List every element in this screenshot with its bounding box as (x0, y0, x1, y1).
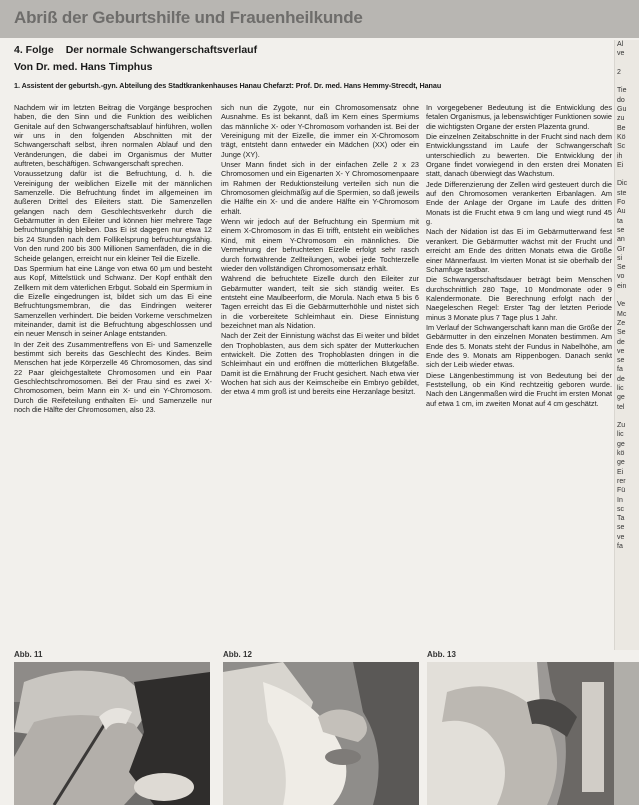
edge-text-fragment: an (617, 236, 625, 244)
paragraph: Die einzelnen Zeitabschnitte in der Frucht sind nach dem Entwicklungsstand im Laufe der Schwangerschaft unterschiedlich zu bewerten. Die Entwicklung der Organe findet vorwiegend in den ersten drei Monaten statt, danach überwiegt das Wachstum. (426, 132, 612, 179)
edge-text-fragment (615, 291, 639, 300)
series-number: 4. Folge (14, 44, 54, 56)
edge-text-fragment: ge (617, 394, 625, 402)
edge-text-fragment: ste (617, 189, 627, 197)
edge-text-fragment: kö (617, 450, 625, 458)
paragraph: Diese Längenbestimmung ist von Bedeutung bei der Feststellung, ob ein Kind rechtzeitig geboren wurde. Nach den Längenmaßen wird die Frucht im ersten Monat auf etwa 1 cm, im zweiten Monat auf 4 cm geschätzt. (426, 370, 612, 408)
edge-text-fragment: Au (617, 208, 626, 216)
author-line: Von Dr. med. Hans Timphus (14, 61, 153, 73)
edge-text-fragment: se (617, 524, 625, 532)
edge-text-fragment: ta (617, 217, 623, 225)
edge-text-fragment: zu (617, 115, 625, 123)
paragraph: Unser Mann findet sich in der einfachen Zelle 2 x 23 Chromosomen und ein Eigenarten X- Y Chromosomenpaare im Rahmen der Reduktionsteilung verteilen sich nun die Chromosomen gleichmäßig auf die Spermien, so daß jeweils die Hälfte ein X- und die andere Hälfte ein Y-Chromosom erhält. (221, 160, 419, 216)
figure-label-11: Abb. 11 (14, 650, 43, 659)
adjacent-page-edge (614, 40, 639, 650)
edge-text-fragment: tel (617, 403, 625, 411)
paragraph: Wenn wir jedoch auf der Befruchtung ein Spermium mit einem X-Chromosom in das Ei trifft, entsteht ein weibliches Kind, mit einem Y-Chromosom ein männliches. Die Vermehrung der befruchteten Eizelle erfolgt sehr rasch durch fortwährende Zellteilungen, wobei jede Tochterzelle wieder den vollständigen Chromosomensatz erhält. (221, 217, 419, 273)
edge-text-fragment: Dic (617, 180, 628, 188)
edge-text-fragment: Ei (617, 468, 624, 476)
paragraph: Voraussetzung dafür ist die Befruchtung, d. h. die Vereinigung der weiblichen Eizelle mit der männlichen Samenzelle. Die Befruchtung findet im allgemeinen im äußeren Drittel des Eileiters statt. Die Samenzellen gelangen nach dem Geschlechtsverkehr durch die Gebärmutter in den Eileiter und können hier mehrere Tage befruchtungsfähig bleiben. Das Ei ist dagegen nur etwa 12 bis 24 Stunden nach dem Follikelsprung befruchtungsfähig. Von den rund 200 bis 300 Millionen Samenfäden, die in die Scheide gelangen, erreicht nur ein kleiner Teil die Eizelle. (14, 169, 212, 263)
paragraph: In der Zeit des Zusammentreffens von Ei- und Samenzelle bestimmt sich bereits das Geschlecht des Kindes. Beim Menschen hat jede Körperzelle 46 Chromosomen, das sind 22 Paar gleichgestaltete Chromosomen und ein Paar Geschlechtschromosomen. Bei der Frau sind es zwei X-Chromosomen, beim Mann ein X- und ein Y-Chromosom. Durch die Reifeteilung enthalten Ei- und Samenzelle nur noch die Hälfte der Chromosomen, also 23. (14, 339, 212, 414)
text-column-3 (426, 103, 612, 649)
journal-banner (0, 0, 639, 38)
paragraph: Nach der Nidation ist das Ei im Gebärmutterwand fest verankert. Die Gebärmutter wächst mit der Frucht und erreicht am Ende des dritten Monats etwa die Größe einer Männerfaust. Im vierten Monat ist sie oberhalb der Schamfuge tastbar. (426, 227, 612, 274)
edge-text-fragment: Fo (617, 199, 626, 207)
edge-text-fragment: lic (617, 431, 624, 439)
edge-text-fragment (615, 412, 639, 421)
paragraph: Jede Differenzierung der Zellen wird gesteuert durch die auf den Chromosomen verankerten Erbanlagen. Am Ende der Anlage der Organe im Laufe des dritten Monats ist die Frucht etwa 9 cm lang und wiegt rund 45 g. (426, 179, 612, 227)
edge-text-fragment: do (617, 96, 625, 104)
edge-text-fragment: 2 (617, 68, 621, 76)
edge-text-fragment: ih (617, 152, 623, 160)
edge-text-fragment: ein (617, 282, 627, 290)
edge-text-fragment: Ze (617, 319, 626, 327)
figure-label-13: Abb. 13 (427, 650, 456, 659)
edge-text-fragment: Be (617, 124, 626, 132)
adjacent-page-photo (614, 662, 639, 805)
edge-text-fragment: Gr (617, 245, 625, 253)
edge-text-fragment: ge (617, 440, 625, 448)
paragraph: Während die befruchtete Eizelle durch den Eileiter zur Gebärmutter wandert, teilt sie sich ständig weiter. Es entsteht eine Maulbeerform, die Morula. Nach etwa 5 bis 6 Tagen erreicht das Ei die Gebärmutterhöhle und nistet sich in die vorbereitete Schleimhaut ein. Diese Einnistung bezeichnet man als Nidation. (221, 274, 419, 330)
text-column-2 (221, 103, 419, 649)
edge-text-fragment: Se (617, 329, 626, 337)
edge-text-fragment: ve (617, 50, 625, 58)
edge-text-fragment: Sc (617, 143, 626, 151)
article-header (14, 44, 626, 90)
edge-text-fragment: Gu (617, 106, 627, 114)
edge-text-fragment: Fü (617, 487, 626, 495)
edge-text-fragment: se (617, 357, 625, 365)
photo-13-image (427, 662, 614, 805)
edge-text-fragment: lic (617, 384, 624, 392)
edge-text-fragment: Al (617, 41, 624, 48)
edge-text-fragment: Zu (617, 422, 626, 430)
edge-text-fragment (615, 170, 639, 179)
figure-label-12: Abb. 12 (223, 650, 252, 659)
figure-photo-12 (223, 662, 419, 805)
affiliation-line: 1. Assistent der geburtsh.-gyn. Abteilung des Stadtkrankenhauses Hanau Chefarzt: Prof. Dr. med. Hans Hemmy-Strecdt, Hanau (14, 81, 442, 90)
article-topic: Der normale Schwangerschaftsverlauf (65, 44, 258, 56)
edge-text-fragment: rer (617, 477, 626, 485)
edge-text-fragment: fa (617, 366, 623, 374)
edge-text-fragment: sc (617, 505, 624, 513)
edge-text-fragment: Ta (617, 515, 625, 523)
paragraph: Im Verlauf der Schwangerschaft kann man die Größe der Gebärmutter in den einzelnen Monaten bestimmen. Am Ende des 5. Monats steht der Fundus in Nabelhöhe, am Ende des 9. Monats am Rippenbogen. Danach senkt sich der Leib wieder etwas. (426, 322, 612, 370)
edge-text-fragment: ve (617, 347, 625, 355)
text-column-1 (14, 103, 212, 649)
paragraph: Nachdem wir im letzten Beitrag die Vorgänge besprochen haben, die den Sinn und die Funktion des weiblichen Genitale auf den Schwangerschaftsablauf hinführen, wollen wir uns in den folgenden Abschnitten mit der Schwangerschaft selbst, ihren normalen Ablauf und den Veränderungen, die dabei im Organismus der Mutter auftreten, beschäftigen. Schwangerschaft sprechen. (14, 103, 212, 169)
series-line (14, 44, 626, 56)
edge-text-fragment: se (617, 226, 625, 234)
edge-text-fragment: de (617, 375, 625, 383)
edge-text-fragment: Ei (617, 161, 624, 169)
edge-text-fragment: Ve (617, 301, 626, 309)
photo-12-image (223, 662, 419, 805)
edge-text-fragment: In (617, 496, 623, 504)
edge-text-fragment: vo (617, 273, 625, 281)
edge-text-fragment: Kö (617, 133, 626, 141)
paragraph: Das Spermium hat eine Länge von etwa 60 µm und besteht aus Kopf, Mittelstück und Schwanz. Der Kopf enthält den Zellkern mit dem väterlichen Erbgut. Sobald ein Spermium in die Eizelle eingedrungen ist, bildet sich um das Ei eine Befruchtungsmembran, die das Eindringen weiterer Samenzellen verhindert. Die beiden Vorkerne verschmelzen miteinander, damit ist die Befruchtung abgeschlossen und ein neuer Mensch in seiner Anlage entstanden. (14, 263, 212, 339)
edge-text-fragment: si (617, 254, 623, 262)
paragraph: Nach der Zeit der Einnistung wächst das Ei weiter und bildet den Trophoblasten, aus dem sich später der Mutterkuchen entwickelt. Die Zotten des Trophoblasten dringen in die Schleimhaut ein und eröffnen die mütterlichen Blutgefäße. Damit ist die Ernährung der Frucht gesichert. Nach etwa vier Wochen hat sich aus der Keimscheibe ein Embryo gebildet, der etwa 4 mm groß ist und bereits eine Herzanlage besitzt. (221, 331, 419, 397)
edge-text-fragment: Mc (617, 310, 627, 318)
paragraph: Die Schwangerschaftsdauer beträgt beim Menschen durchschnittlich 280 Tage, 10 Mondmonate oder 9 Kalendermonate. Die Berechnung erfolgt nach der Naegeleschen Regel: Erster Tag der letzten Periode minus 3 Monate plus 7 Tage plus 1 Jahr. (426, 275, 612, 322)
edge-text-fragment (615, 77, 639, 86)
figure-photo-11 (14, 662, 210, 805)
edge-text-fragment: Tie (617, 87, 627, 95)
paragraph: In vorgegebener Bedeutung ist die Entwicklung des fetalen Organismus, ja lebenswichtiger Funktionen sowie die wichtigsten Organe der ersten Plazenta grund. (426, 103, 612, 131)
edge-text-fragment: ve (617, 533, 625, 541)
photo-11-image (14, 662, 210, 805)
edge-text-fragment: Se (617, 264, 626, 272)
edge-text-fragment: ge (617, 459, 625, 467)
figure-photo-13 (427, 662, 614, 805)
edge-text-fragment: de (617, 338, 625, 346)
edge-text-fragment (615, 59, 639, 68)
paragraph: sich nun die Zygote, nur ein Chromosomensatz ohne Ausnahme. Es ist bekannt, daß im Kern eines Spermiums das männliche X- oder Y-Chromosom vorhanden ist. Bei der Vereinigung mit der Eizelle, die immer ein X-Chromosom trägt, entsteht dann entweder ein Mädchen (XX) oder ein Junge (XY). (221, 103, 419, 159)
edge-text-fragment: fa (617, 543, 623, 551)
journal-title: Abriß der Geburtshilfe und Frauenheilkunde (14, 8, 363, 27)
